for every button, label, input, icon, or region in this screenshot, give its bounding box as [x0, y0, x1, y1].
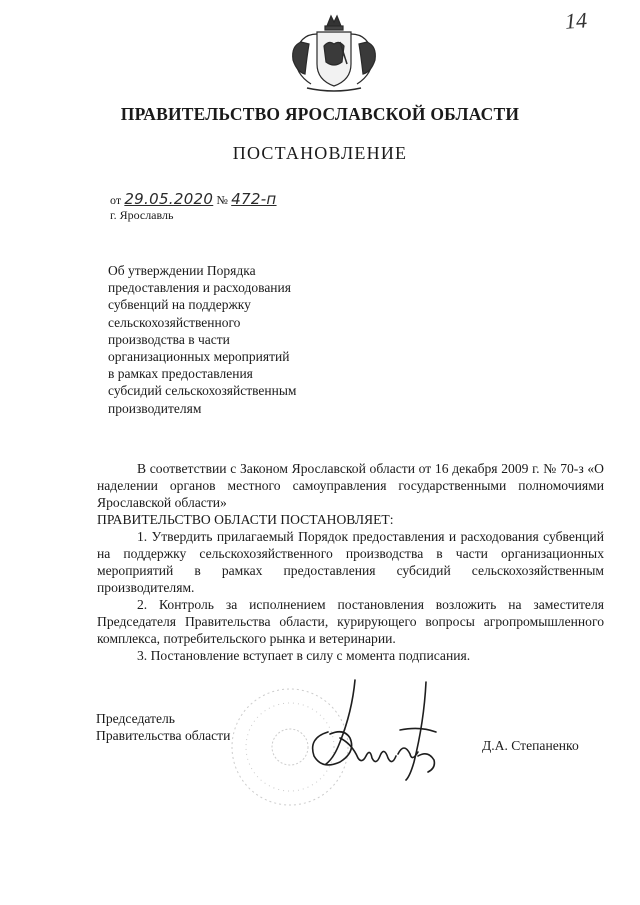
subject-line: предоставления и расходования	[108, 280, 291, 296]
signer-name: Д.А. Степаненко	[482, 738, 579, 753]
document-place: г. Ярославль	[110, 208, 174, 222]
date-number-line	[110, 190, 277, 208]
subject-line: производства в части	[108, 331, 230, 347]
subject-line: в рамках предоставления	[108, 366, 253, 382]
subject-line: субвенций на поддержку	[108, 297, 251, 313]
document-subject	[108, 262, 358, 417]
signer-title	[96, 710, 230, 744]
document-type: ПОСТАНОВЛЕНИЕ	[232, 143, 408, 163]
decree-item-2: 2. Контроль за исполнением постановления возложить на заместителя Председателя Правительства области, курирующего вопросы агропромышленного комплекса, потребительского рынка и ветеринарии.	[97, 597, 604, 646]
decree-item-1: 1. Утвердить прилагаемый Порядок предоставления и расходования субвенций на поддержку сельскохозяйственного производства в части организационных мероприятий в рамках предоставления субсидий сельскохозяйственным производителям.	[97, 529, 604, 595]
number-prefix: №	[216, 193, 228, 207]
decree-heading: ПРАВИТЕЛЬСТВО ОБЛАСТИ ПОСТАНОВЛЯЕТ:	[97, 512, 394, 527]
subject-line: сельскохозяйственного	[108, 314, 241, 330]
coat-of-arms-icon	[287, 12, 381, 94]
signature-icon	[300, 672, 450, 782]
page-number: 14	[564, 7, 588, 34]
document-number: 472-п	[231, 190, 277, 208]
date-prefix: от	[110, 193, 122, 207]
subject-line: производителям	[108, 400, 202, 416]
subject-line: организационных мероприятий	[108, 349, 290, 365]
preamble-paragraph: В соответствии с Законом Ярославской области от 16 декабря 2009 г. № 70-з «О наделении органов местного самоуправления государственными полномочиями Ярославской области»	[97, 461, 604, 510]
document-body	[97, 460, 604, 664]
document-date: 29.05.2020	[124, 190, 214, 208]
subject-line: субсидий сельскохозяйственным	[108, 383, 297, 399]
signer-title-line: Председатель	[96, 711, 175, 726]
decree-item-3: 3. Постановление вступает в силу с момента подписания.	[137, 648, 471, 663]
subject-line: Об утверждении Порядка	[108, 263, 256, 278]
org-title: ПРАВИТЕЛЬСТВО ЯРОСЛАВСКОЙ ОБЛАСТИ	[120, 104, 520, 124]
signer-title-line: Правительства области	[96, 728, 231, 743]
